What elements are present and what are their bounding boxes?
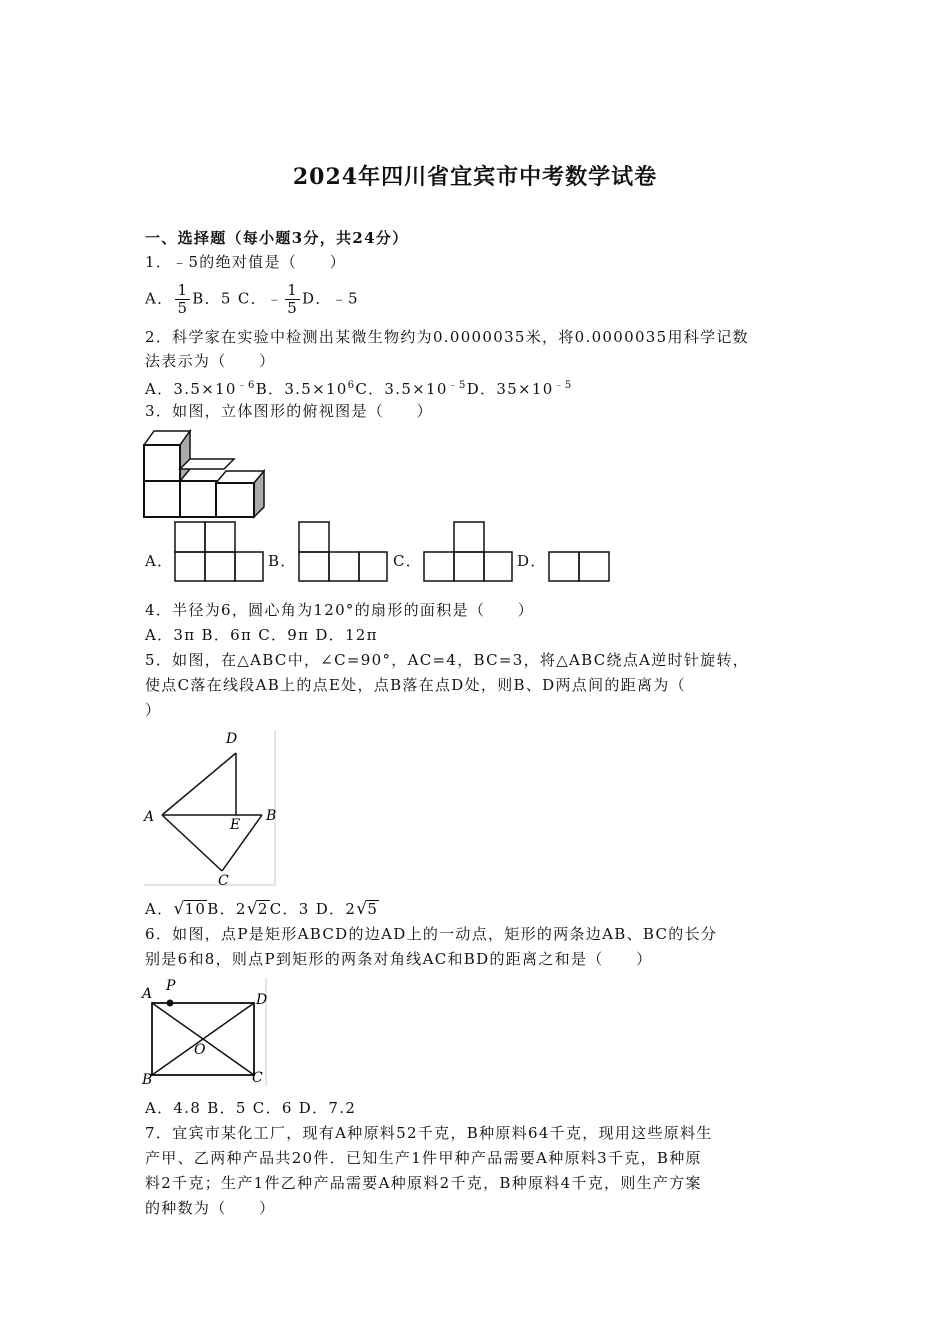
question-7-stem-line3: 料2千克；生产1件乙种产品需要A种原料2千克，B种原料4千克，则生产方案 bbox=[145, 1174, 702, 1192]
option-b: B．2 bbox=[207, 900, 247, 918]
option-d-text: D．﹣5 bbox=[302, 289, 359, 308]
question-7-stem-line1: 7．宜宾市某化工厂，现有A种原料52千克，B种原料64千克，现用这些原料生 bbox=[145, 1124, 713, 1142]
q3-option-a-label: A． bbox=[145, 552, 174, 570]
question-6-stem-line2: 别是6和8，则点P到矩形的两条对角线AC和BD的距离之和是（ ） bbox=[145, 950, 653, 968]
question-2-stem-line2: 法表示为（ ） bbox=[145, 352, 276, 370]
option-d-exponent: ﹣5 bbox=[553, 380, 573, 391]
q3-option-b-label: B． bbox=[268, 552, 297, 570]
question-6-stem-line1: 6．如图，点P是矩形ABCD的边AD上的一动点，矩形的两条边AB、BC的长分 bbox=[145, 925, 718, 943]
point-a-label: A bbox=[142, 986, 153, 1002]
option-c-exponent: ﹣5 bbox=[447, 380, 467, 391]
q5-triangle-figure bbox=[140, 725, 280, 890]
radical-sign: √ bbox=[356, 899, 369, 919]
q3-option-d-figure bbox=[547, 550, 611, 584]
point-c-label: C bbox=[218, 873, 229, 889]
q3-option-a-figure bbox=[173, 520, 265, 584]
point-b-label: B bbox=[266, 808, 277, 824]
point-c-label: C bbox=[252, 1070, 263, 1086]
q3-option-c-figure bbox=[422, 520, 514, 584]
point-d-label: D bbox=[256, 992, 268, 1008]
fraction-a-numerator: 1 bbox=[177, 281, 189, 299]
question-1-stem: 1．﹣5的绝对值是（ ） bbox=[145, 253, 346, 271]
point-o-label: O bbox=[194, 1042, 206, 1058]
page-title: 2024年四川省宜宾市中考数学试卷 bbox=[292, 164, 658, 190]
point-p-label: P bbox=[166, 978, 176, 994]
option-a-exponent: ﹣6 bbox=[236, 380, 256, 391]
option-b-radicand: 2 bbox=[257, 900, 269, 918]
question-5-options bbox=[145, 899, 379, 919]
q3-option-d-label: D． bbox=[517, 552, 547, 570]
question-5-stem-line3: ） bbox=[145, 701, 162, 719]
option-c: C．3.5×10 bbox=[355, 380, 448, 398]
q3-option-b-figure bbox=[297, 520, 389, 584]
option-a-label: A． bbox=[145, 289, 174, 308]
fraction-c-numerator: 1 bbox=[287, 281, 299, 299]
option-c-d: C．3 D．2 bbox=[269, 900, 357, 918]
question-5-stem-line1: 5．如图，在△ABC中，∠C=90°，AC=4，BC=3，将△ABC绕点A逆时针旋转， bbox=[145, 651, 750, 669]
fraction-a-denominator: 5 bbox=[177, 299, 189, 317]
question-3-stem: 3．如图，立体图形的俯视图是（ ） bbox=[145, 402, 433, 420]
option-d-radicand: 5 bbox=[367, 900, 379, 918]
radical-sign: √ bbox=[246, 899, 259, 919]
option-a: A． bbox=[145, 900, 174, 918]
question-4-options: A．3π B．6π C．9π D．12π bbox=[145, 626, 378, 644]
fraction-c bbox=[285, 282, 300, 317]
solid-figure bbox=[140, 425, 265, 520]
question-4-stem: 4．半径为6，圆心角为120°的扇形的面积是（ ） bbox=[145, 601, 535, 619]
question-2-stem-line1: 2．科学家在实验中检测出某微生物约为0.0000035米，将0.0000035用科学记数 bbox=[145, 328, 749, 346]
question-1-options bbox=[145, 282, 359, 317]
point-e-label: E bbox=[230, 817, 241, 833]
option-b: B．3.5×10 bbox=[255, 380, 348, 398]
option-b-c-text: B．5 C．﹣ bbox=[192, 289, 284, 308]
point-b-label: B bbox=[142, 1072, 153, 1088]
q6-rectangle-figure bbox=[140, 976, 272, 1088]
section-heading: 一、选择题（每小题3分，共24分） bbox=[145, 229, 409, 247]
question-2-options bbox=[145, 376, 573, 399]
point-d-label: D bbox=[226, 731, 238, 747]
option-a-radicand: 10 bbox=[184, 900, 207, 918]
option-d: D．35×10 bbox=[466, 380, 554, 398]
question-7-stem-line4: 的种数为（ ） bbox=[145, 1199, 276, 1217]
fraction-a bbox=[175, 282, 190, 317]
question-6-options: A．4.8 B．5 C．6 D．7.2 bbox=[145, 1099, 357, 1117]
option-b-exponent: 6 bbox=[347, 380, 356, 391]
q3-option-c-label: C． bbox=[393, 552, 423, 570]
point-a-label: A bbox=[144, 809, 155, 825]
option-a: A．3.5×10 bbox=[145, 380, 237, 398]
fraction-c-denominator: 5 bbox=[287, 299, 299, 317]
radical-sign: √ bbox=[173, 899, 186, 919]
question-7-stem-line2: 产甲、乙两种产品共20件．已知生产1件甲种产品需要A种原料3千克，B种原 bbox=[145, 1149, 702, 1167]
question-5-stem-line2: 使点C落在线段AB上的点E处，点B落在点D处，则B、D两点间的距离为（ bbox=[145, 676, 686, 694]
